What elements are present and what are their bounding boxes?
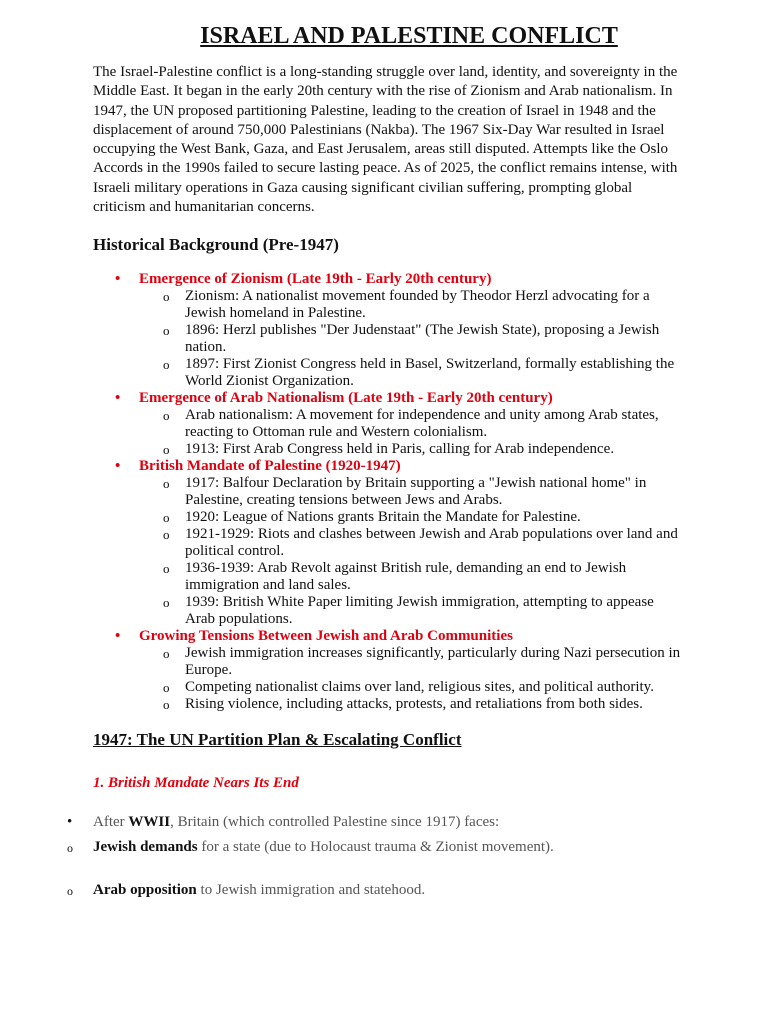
circle-bullet-icon: o	[163, 680, 170, 695]
circle-bullet-icon: o	[163, 408, 170, 423]
bullet-icon: •	[115, 458, 121, 474]
item-bold-term: Arab opposition	[93, 882, 197, 898]
list-item-text: 1897: First Zionist Congress held in Basel, Switzerland, formally establishing the World Zionist Organization.	[185, 356, 675, 389]
list-item	[93, 560, 683, 594]
list-item	[93, 526, 683, 560]
intro-paragraph: The Israel-Palestine conflict is a long-standing struggle over land, identity, and sovereignty in the Middle East. It began in the early 20th century with the rise of Zionism and Arab nationalism. In 1947, the UN proposed partitioning Palestine, leading to the creation of Israel in 1948 and the displacement of around 750,000 Palestinians (Nakba). The 1967 Six-Day War resulted in Israel occupying the West Bank, Gaza, and East Jerusalem, areas still disputed. Attempts like the Oslo Accords in the 1990s failed to secure lasting peace. As of 2025, the conflict remains intense, with Israeli military operations in Gaza causing significant civilian suffering, prompting global criticism and humanitarian concerns.	[93, 64, 678, 216]
list-item	[93, 679, 683, 696]
list-item-text: 1917: Balfour Declaration by Britain supporting a "Jewish national home" in Palestine, creating tensions between Jews and Arabs.	[185, 475, 647, 508]
circle-bullet-icon: o	[163, 561, 170, 576]
list-item	[93, 594, 683, 628]
historical-background-list	[93, 271, 683, 713]
circle-bullet-icon: o	[163, 527, 170, 542]
circle-bullet-icon: o	[163, 595, 170, 610]
item-text: to Jewish immigration and statehood.	[196, 882, 426, 898]
section-heading-un-partition: 1947: The UN Partition Plan & Escalating Conflict	[93, 730, 462, 749]
list-item-text: 1920: League of Nations grants Britain the Mandate for Palestine.	[185, 509, 581, 525]
list-item	[93, 509, 683, 526]
category-item	[93, 390, 683, 407]
category-item	[93, 628, 683, 645]
list-item-text: Zionism: A nationalist movement founded by Theodor Herzl advocating for a Jewish homeland in Palestine.	[185, 288, 650, 321]
item-bold-term: WWII	[128, 814, 171, 830]
circle-bullet-icon: o	[163, 646, 170, 661]
circle-bullet-icon: o	[163, 289, 170, 304]
category-title: British Mandate of Palestine (1920-1947)	[139, 458, 401, 474]
document-title: ISRAEL AND PALESTINE CONFLICT	[200, 23, 618, 49]
list-item	[93, 645, 683, 679]
list-item-text: Arab nationalism: A movement for independence and unity among Arab states, reacting to Ottoman rule and Western colonialism.	[185, 407, 659, 440]
category-title: Emergence of Arab Nationalism (Late 19th - Early 20th century)	[139, 390, 553, 406]
list-item-text: Competing nationalist claims over land, religious sites, and political authority.	[185, 679, 654, 695]
list-item-text: 1921-1929: Riots and clashes between Jewish and Arab populations over land and political control.	[185, 526, 678, 559]
category-title: Emergence of Zionism (Late 19th - Early 20th century)	[139, 271, 492, 287]
item-text: , Britain (which controlled Palestine since 1917) faces:	[170, 814, 500, 830]
list-item	[93, 322, 683, 356]
bullet-icon: •	[67, 814, 73, 830]
circle-bullet-icon: o	[163, 510, 170, 525]
circle-bullet-icon: o	[67, 841, 73, 855]
item-text: for a state (due to Holocaust trauma & Zionist movement).	[197, 839, 554, 855]
circle-bullet-icon: o	[163, 357, 170, 372]
list-item	[93, 288, 683, 322]
bullet-icon: •	[115, 390, 121, 406]
circle-bullet-icon: o	[163, 323, 170, 338]
list-item-text: Rising violence, including attacks, protests, and retaliations from both sides.	[185, 696, 643, 712]
list-item	[93, 407, 683, 441]
circle-bullet-icon: o	[67, 884, 73, 898]
list-item-text: 1896: Herzl publishes "Der Judenstaat" (The Jewish State), proposing a Jewish nation.	[185, 322, 660, 355]
list-item-text: Jewish immigration increases significantly, particularly during Nazi persecution in Europe.	[185, 645, 681, 678]
british-mandate-item	[67, 813, 693, 832]
circle-bullet-icon: o	[163, 442, 170, 457]
item-bold-term: Jewish demands	[93, 839, 198, 855]
section-heading-historical-background: Historical Background (Pre-1947)	[93, 235, 339, 254]
list-item-text: 1913: First Arab Congress held in Paris, calling for Arab independence.	[185, 441, 615, 457]
list-item	[93, 475, 683, 509]
list-item-text: 1939: British White Paper limiting Jewish immigration, attempting to appease Arab populations.	[185, 594, 654, 627]
list-item	[93, 441, 683, 458]
bullet-icon: •	[115, 628, 121, 644]
british-mandate-item	[67, 838, 693, 857]
category-title: Growing Tensions Between Jewish and Arab Communities	[139, 628, 513, 644]
list-item	[93, 696, 683, 713]
item-prefix: After	[93, 814, 129, 830]
bullet-icon: •	[115, 271, 121, 287]
circle-bullet-icon: o	[163, 697, 170, 712]
category-item	[93, 271, 683, 288]
british-mandate-item	[67, 881, 693, 900]
subheading-british-mandate: 1. British Mandate Nears Its End	[93, 775, 299, 791]
category-item	[93, 458, 683, 475]
list-item-text: 1936-1939: Arab Revolt against British rule, demanding an end to Jewish immigration and land sales.	[185, 560, 627, 593]
list-item	[93, 356, 683, 390]
circle-bullet-icon: o	[163, 476, 170, 491]
